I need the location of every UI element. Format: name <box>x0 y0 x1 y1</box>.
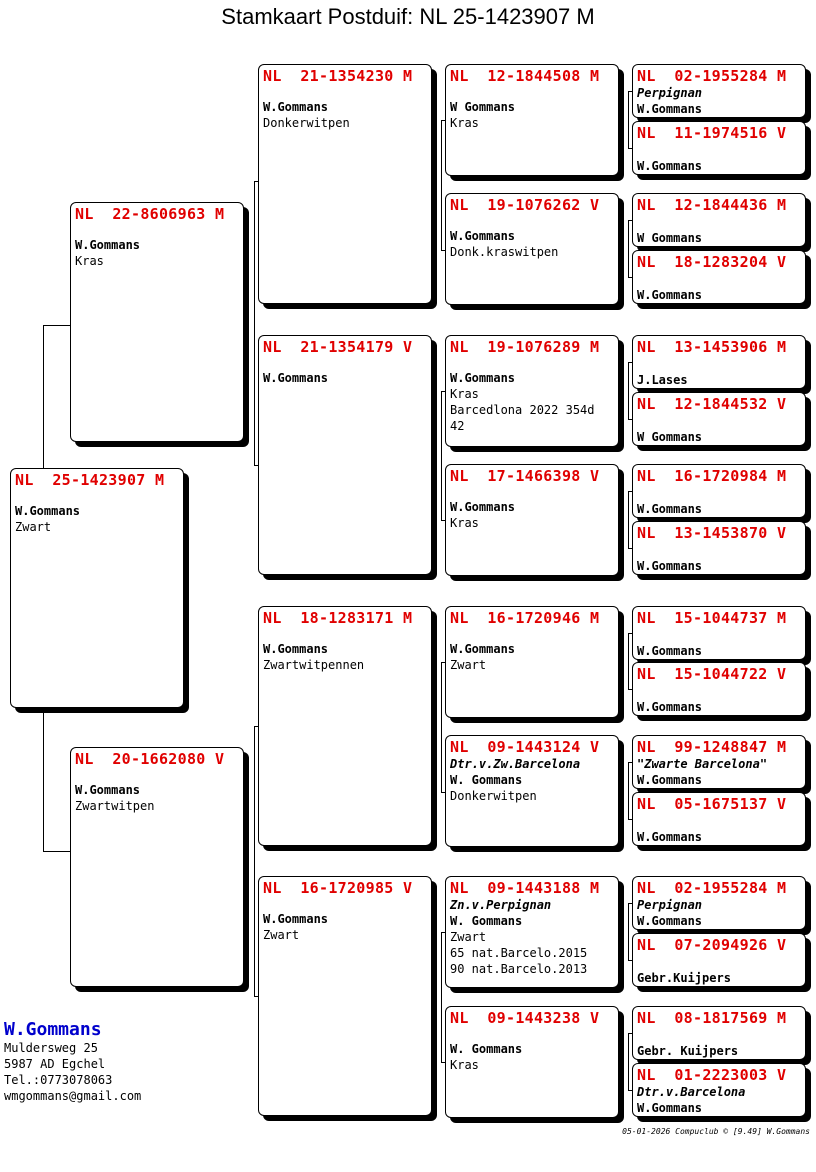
owner-name: W. Gommans <box>450 1042 523 1056</box>
owner-name: W Gommans <box>637 430 703 444</box>
pigeon-card-ss <box>258 64 432 304</box>
breeder-phone: Tel.:0773078063 <box>4 1073 113 1087</box>
pigeon-card-h14 <box>632 933 806 987</box>
owner-name: W. Gommans <box>450 773 523 787</box>
spacer <box>75 223 239 237</box>
pigeon-card-h16 <box>632 1063 806 1117</box>
owner-name: W.Gommans <box>637 914 703 928</box>
owner-name: W.Gommans <box>637 830 703 844</box>
spacer <box>450 485 614 499</box>
owner-name: W.Gommans <box>263 642 329 656</box>
breeder-address: Muldersweg 25 <box>4 1041 98 1055</box>
owner-name: Gebr.Kuijpers <box>637 971 731 985</box>
pigeon-card-g2 <box>445 193 619 305</box>
connector-line <box>43 325 70 326</box>
ring-number: NL 22-8606963 M <box>75 205 225 223</box>
pigeon-note <box>637 813 801 829</box>
pigeon-card-dd <box>258 876 432 1116</box>
pigeon-note <box>637 542 801 558</box>
breeder-city: 5987 AD Egchel <box>4 1057 106 1071</box>
ring-number: NL 15-1044737 M <box>637 609 787 627</box>
owner-name: J.Lases <box>637 373 688 387</box>
pigeon-note <box>637 954 801 970</box>
spacer <box>75 768 239 782</box>
ring-number: NL 09-1443188 M <box>450 879 600 897</box>
pigeon-card-h9 <box>632 606 806 660</box>
spacer <box>263 897 427 911</box>
owner-name: W.Gommans <box>263 912 329 926</box>
pigeon-card-h10 <box>632 662 806 716</box>
pigeon-card-g7 <box>445 876 619 988</box>
pigeon-card-g1 <box>445 64 619 176</box>
connector-line <box>43 325 44 468</box>
pigeon-note <box>637 683 801 699</box>
owner-name: W Gommans <box>637 231 703 245</box>
connector-line <box>628 1033 629 1090</box>
connector-line <box>441 662 442 792</box>
pigeon-card-h8 <box>632 521 806 575</box>
ring-number: NL 12-1844436 M <box>637 196 787 214</box>
pigeon-detail: Donkerwitpen <box>263 116 350 130</box>
pigeon-card-h12 <box>632 792 806 846</box>
pigeon-card-sd <box>258 335 432 575</box>
spacer <box>15 489 179 503</box>
pigeon-note <box>637 214 801 230</box>
pigeon-note <box>637 1027 801 1043</box>
pigeon-detail: Kras <box>450 387 479 401</box>
owner-name: W.Gommans <box>637 288 703 302</box>
ring-number: NL 16-1720985 V <box>263 879 413 897</box>
ring-number: NL 25-1423907 M <box>15 471 165 489</box>
ring-number: NL 05-1675137 V <box>637 795 787 813</box>
ring-number: NL 12-1844532 V <box>637 395 787 413</box>
owner-name: W.Gommans <box>75 238 141 252</box>
owner-name: W.Gommans <box>263 371 329 385</box>
pigeon-detail: Kras <box>450 1058 479 1072</box>
ring-number: NL 21-1354179 V <box>263 338 413 356</box>
ring-number: NL 18-1283171 M <box>263 609 413 627</box>
owner-name: W.Gommans <box>450 642 516 656</box>
pigeon-detail: Barcedlona 2022 354d <box>450 403 595 417</box>
pigeon-detail: Kras <box>450 116 479 130</box>
ring-number: NL 02-1955284 M <box>637 879 787 897</box>
owner-name: W.Gommans <box>263 100 329 114</box>
breeder-name: W.Gommans <box>4 1019 102 1040</box>
pigeon-note: "Zwarte Barcelona" <box>637 757 768 771</box>
connector-line <box>43 708 44 851</box>
owner-name: W.Gommans <box>637 159 703 173</box>
pigeon-card-g6 <box>445 735 619 847</box>
ring-number: NL 16-1720984 M <box>637 467 787 485</box>
owner-name: W.Gommans <box>637 102 703 116</box>
owner-name: W.Gommans <box>637 700 703 714</box>
connector-line <box>441 391 442 520</box>
pigeon-note <box>637 356 801 372</box>
pigeon-note <box>637 142 801 158</box>
ring-number: NL 08-1817569 M <box>637 1009 787 1027</box>
owner-name: W.Gommans <box>637 502 703 516</box>
pigeon-detail: Zwart <box>15 520 52 534</box>
spacer <box>263 627 427 641</box>
pigeon-card-h2 <box>632 121 806 175</box>
owner-name: W.Gommans <box>637 559 703 573</box>
ring-number: NL 19-1076289 M <box>450 338 600 356</box>
owner-name: W.Gommans <box>637 644 703 658</box>
ring-number: NL 20-1662080 V <box>75 750 225 768</box>
owner-name: W.Gommans <box>637 773 703 787</box>
ring-number: NL 13-1453870 V <box>637 524 787 542</box>
connector-line <box>628 362 629 419</box>
pigeon-card-h15 <box>632 1006 806 1060</box>
connector-line <box>254 181 255 466</box>
pigeon-card-h1 <box>632 64 806 118</box>
pigeon-detail: Kras <box>75 254 104 268</box>
owner-name: W. Gommans <box>450 914 523 928</box>
owner-name: W.Gommans <box>450 229 516 243</box>
pigeon-card-g8 <box>445 1006 619 1118</box>
spacer <box>263 356 427 370</box>
connector-line <box>254 726 255 996</box>
pigeon-card-h7 <box>632 464 806 518</box>
spacer <box>450 85 614 99</box>
connector-line <box>628 220 629 277</box>
spacer <box>450 356 614 370</box>
pigeon-detail: 90 nat.Barcelo.2013 <box>450 962 588 976</box>
owner-name: W.Gommans <box>450 500 516 514</box>
pigeon-note <box>637 627 801 643</box>
pigeon-card-g5 <box>445 606 619 718</box>
pigeon-card-h13 <box>632 876 806 930</box>
ring-number: NL 99-1248847 M <box>637 738 787 756</box>
ring-number: NL 17-1466398 V <box>450 467 600 485</box>
ring-number: NL 09-1443238 V <box>450 1009 600 1027</box>
pigeon-detail: Donkerwitpen <box>450 789 537 803</box>
pigeon-note: Perpignan <box>637 898 703 912</box>
pigeon-card-h5 <box>632 335 806 389</box>
ring-number: NL 12-1844508 M <box>450 67 600 85</box>
pigeon-detail: Zwartwitpennen <box>263 658 365 672</box>
pigeon-card-subject <box>10 468 184 708</box>
connector-line <box>628 633 629 689</box>
connector-line <box>43 851 70 852</box>
pigeon-card-dam <box>70 747 244 987</box>
connector-line <box>628 91 629 148</box>
pigeon-card-h11 <box>632 735 806 789</box>
connector-line <box>628 491 629 548</box>
ring-number: NL 09-1443124 V <box>450 738 600 756</box>
connector-line <box>441 120 442 250</box>
pigeon-note <box>637 271 801 287</box>
ring-number: NL 19-1076262 V <box>450 196 600 214</box>
owner-name: W.Gommans <box>450 371 516 385</box>
pigeon-note <box>637 413 801 429</box>
owner-name: W.Gommans <box>15 504 81 518</box>
breeder-block <box>4 1020 141 1104</box>
owner-name: W Gommans <box>450 100 516 114</box>
ring-number: NL 11-1974516 V <box>637 124 787 142</box>
pigeon-detail: Zwart <box>263 928 300 942</box>
owner-name: W.Gommans <box>637 1101 703 1115</box>
pigeon-card-g3 <box>445 335 619 447</box>
spacer <box>450 1027 614 1041</box>
pigeon-detail: Zwart <box>450 930 487 944</box>
pigeon-card-h6 <box>632 392 806 446</box>
pigeon-note: Zn.v.Perpignan <box>450 898 552 912</box>
page-title: Stamkaart Postduif: NL 25-1423907 M <box>221 4 595 29</box>
owner-name: Gebr. Kuijpers <box>637 1044 739 1058</box>
breeder-email: wmgommans@gmail.com <box>4 1089 142 1103</box>
spacer <box>263 85 427 99</box>
pigeon-detail: 42 <box>450 419 465 433</box>
ring-number: NL 21-1354230 M <box>263 67 413 85</box>
ring-number: NL 15-1044722 V <box>637 665 787 683</box>
pigeon-card-h3 <box>632 193 806 247</box>
owner-name: W.Gommans <box>75 783 141 797</box>
ring-number: NL 01-2223003 V <box>637 1066 787 1084</box>
pigeon-note: Perpignan <box>637 86 703 100</box>
pigeon-note: Dtr.v.Zw.Barcelona <box>450 757 581 771</box>
pigeon-detail: Donk.kraswitpen <box>450 245 559 259</box>
pigeon-card-ds <box>258 606 432 846</box>
pigeon-detail: Zwartwitpen <box>75 799 155 813</box>
spacer <box>450 627 614 641</box>
pigeon-card-g4 <box>445 464 619 576</box>
ring-number: NL 16-1720946 M <box>450 609 600 627</box>
spacer <box>450 214 614 228</box>
pigeon-detail: 65 nat.Barcelo.2015 <box>450 946 588 960</box>
pigeon-card-sire <box>70 202 244 442</box>
ring-number: NL 02-1955284 M <box>637 67 787 85</box>
connector-line <box>441 932 442 1062</box>
ring-number: NL 18-1283204 V <box>637 253 787 271</box>
footer-credit: 05-01-2026 Compuclub © [9.49] W.Gommans <box>622 1127 810 1136</box>
connector-line <box>628 903 629 960</box>
pigeon-card-h4 <box>632 250 806 304</box>
pigeon-note: Dtr.v.Barcelona <box>637 1085 746 1099</box>
ring-number: NL 07-2094926 V <box>637 936 787 954</box>
pigeon-detail: Kras <box>450 516 479 530</box>
pigeon-detail: Zwart <box>450 658 487 672</box>
ring-number: NL 13-1453906 M <box>637 338 787 356</box>
pigeon-note <box>637 485 801 501</box>
connector-line <box>628 762 629 819</box>
